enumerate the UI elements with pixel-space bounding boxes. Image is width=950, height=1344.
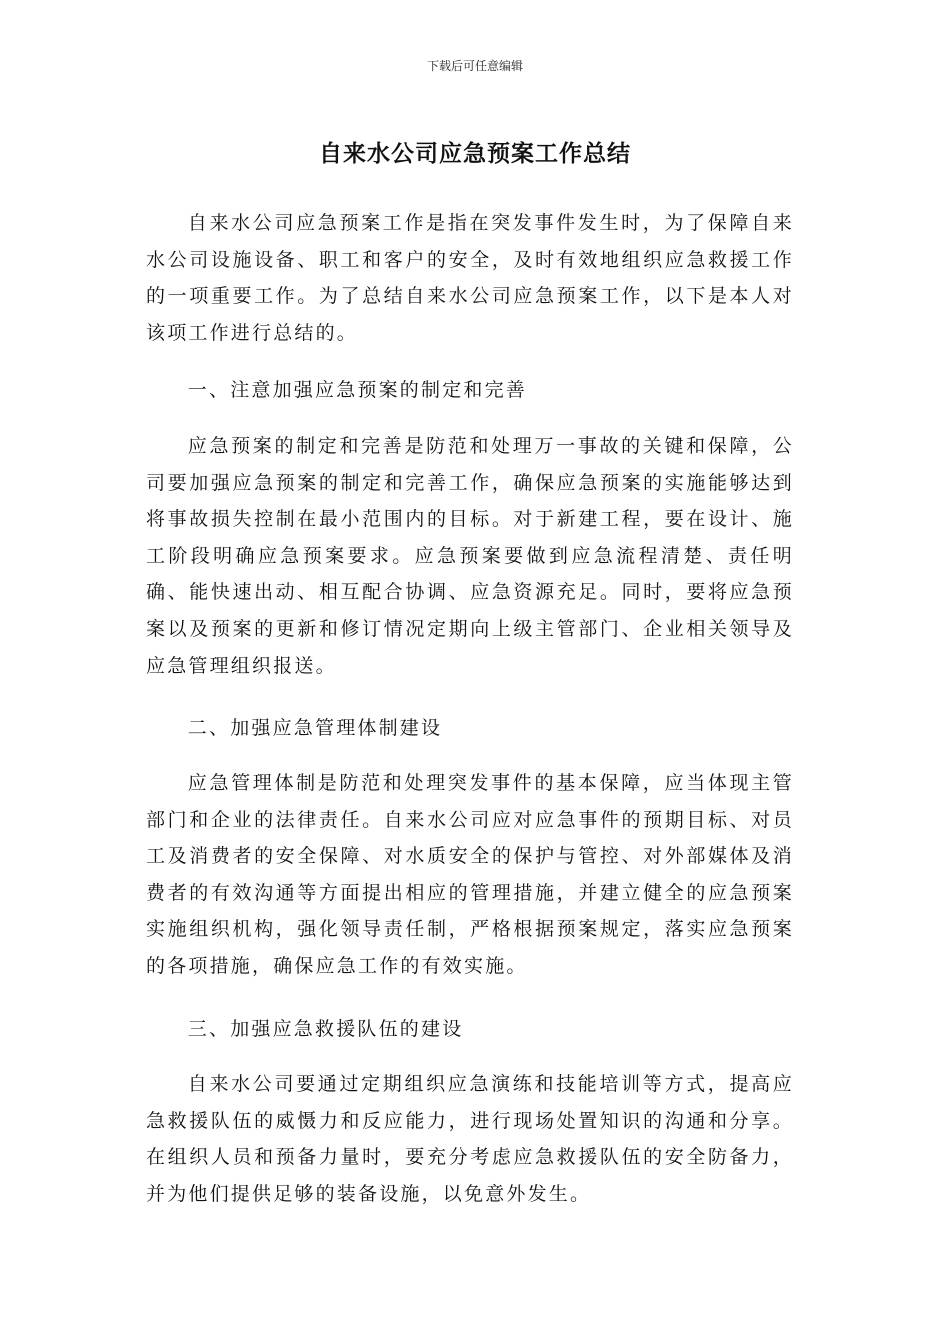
section-paragraph: 应急管理体制是防范和处理突发事件的基本保障，应当体现主管部门和企业的法律责任。自来水公司应对应急事件的预期目标、对员工及消费者的安全保障、对水质安全的保护与管控、对外部媒体及消费者的有效沟通等方面提出相应的管理措施，并建立健全的应急预案实施组织机构，强化领导责任制，严格根据预案规定，落实应急预案的各项措施，确保应急工作的有效实施。 [146, 772, 794, 977]
document-title: 自来水公司应急预案工作总结 [319, 141, 631, 167]
intro-paragraph-block [146, 205, 794, 351]
section-heading: 二、加强应急管理体制建设 [187, 717, 443, 739]
section-3-paragraph-block [146, 1066, 794, 1212]
section-1-heading-block [146, 372, 794, 409]
section-1-paragraph-block [146, 428, 794, 684]
section-2-heading-block [146, 710, 794, 747]
section-heading: 一、注意加强应急预案的制定和完善 [187, 379, 527, 401]
section-paragraph: 应急预案的制定和完善是防范和处理万一事故的关键和保障，公司要加强应急预案的制定和完善工作，确保应急预案的实施能够达到将事故损失控制在最小范围内的目标。对于新建工程，要在设计、施工阶段明确应急预案要求。应急预案要做到应急流程清楚、责任明确、能快速出动、相互配合协调、应急资源充足。同时，要将应急预案以及预案的更新和修订情况定期向上级主管部门、企业相关领导及应急管理组织报送。 [146, 435, 794, 677]
section-paragraph: 自来水公司要通过定期组织应急演练和技能培训等方式，提高应急救援队伍的威慑力和反应能力，进行现场处置知识的沟通和分享。在组织人员和预备力量时，要充分考虑应急救援队伍的安全防备力，并为他们提供足够的装备设施，以免意外发生。 [146, 1073, 794, 1205]
section-heading: 三、加强应急救援队伍的建设 [187, 1018, 464, 1040]
section-2-paragraph-block [146, 765, 794, 985]
intro-paragraph: 自来水公司应急预案工作是指在突发事件发生时，为了保障自来水公司设施设备、职工和客户的安全，及时有效地组织应急救援工作的一项重要工作。为了总结自来水公司应急预案工作，以下是本人对该项工作进行总结的。 [146, 212, 794, 344]
section-3-heading-block [146, 1011, 794, 1048]
header-note: 下载后可任意编辑 [426, 59, 523, 73]
